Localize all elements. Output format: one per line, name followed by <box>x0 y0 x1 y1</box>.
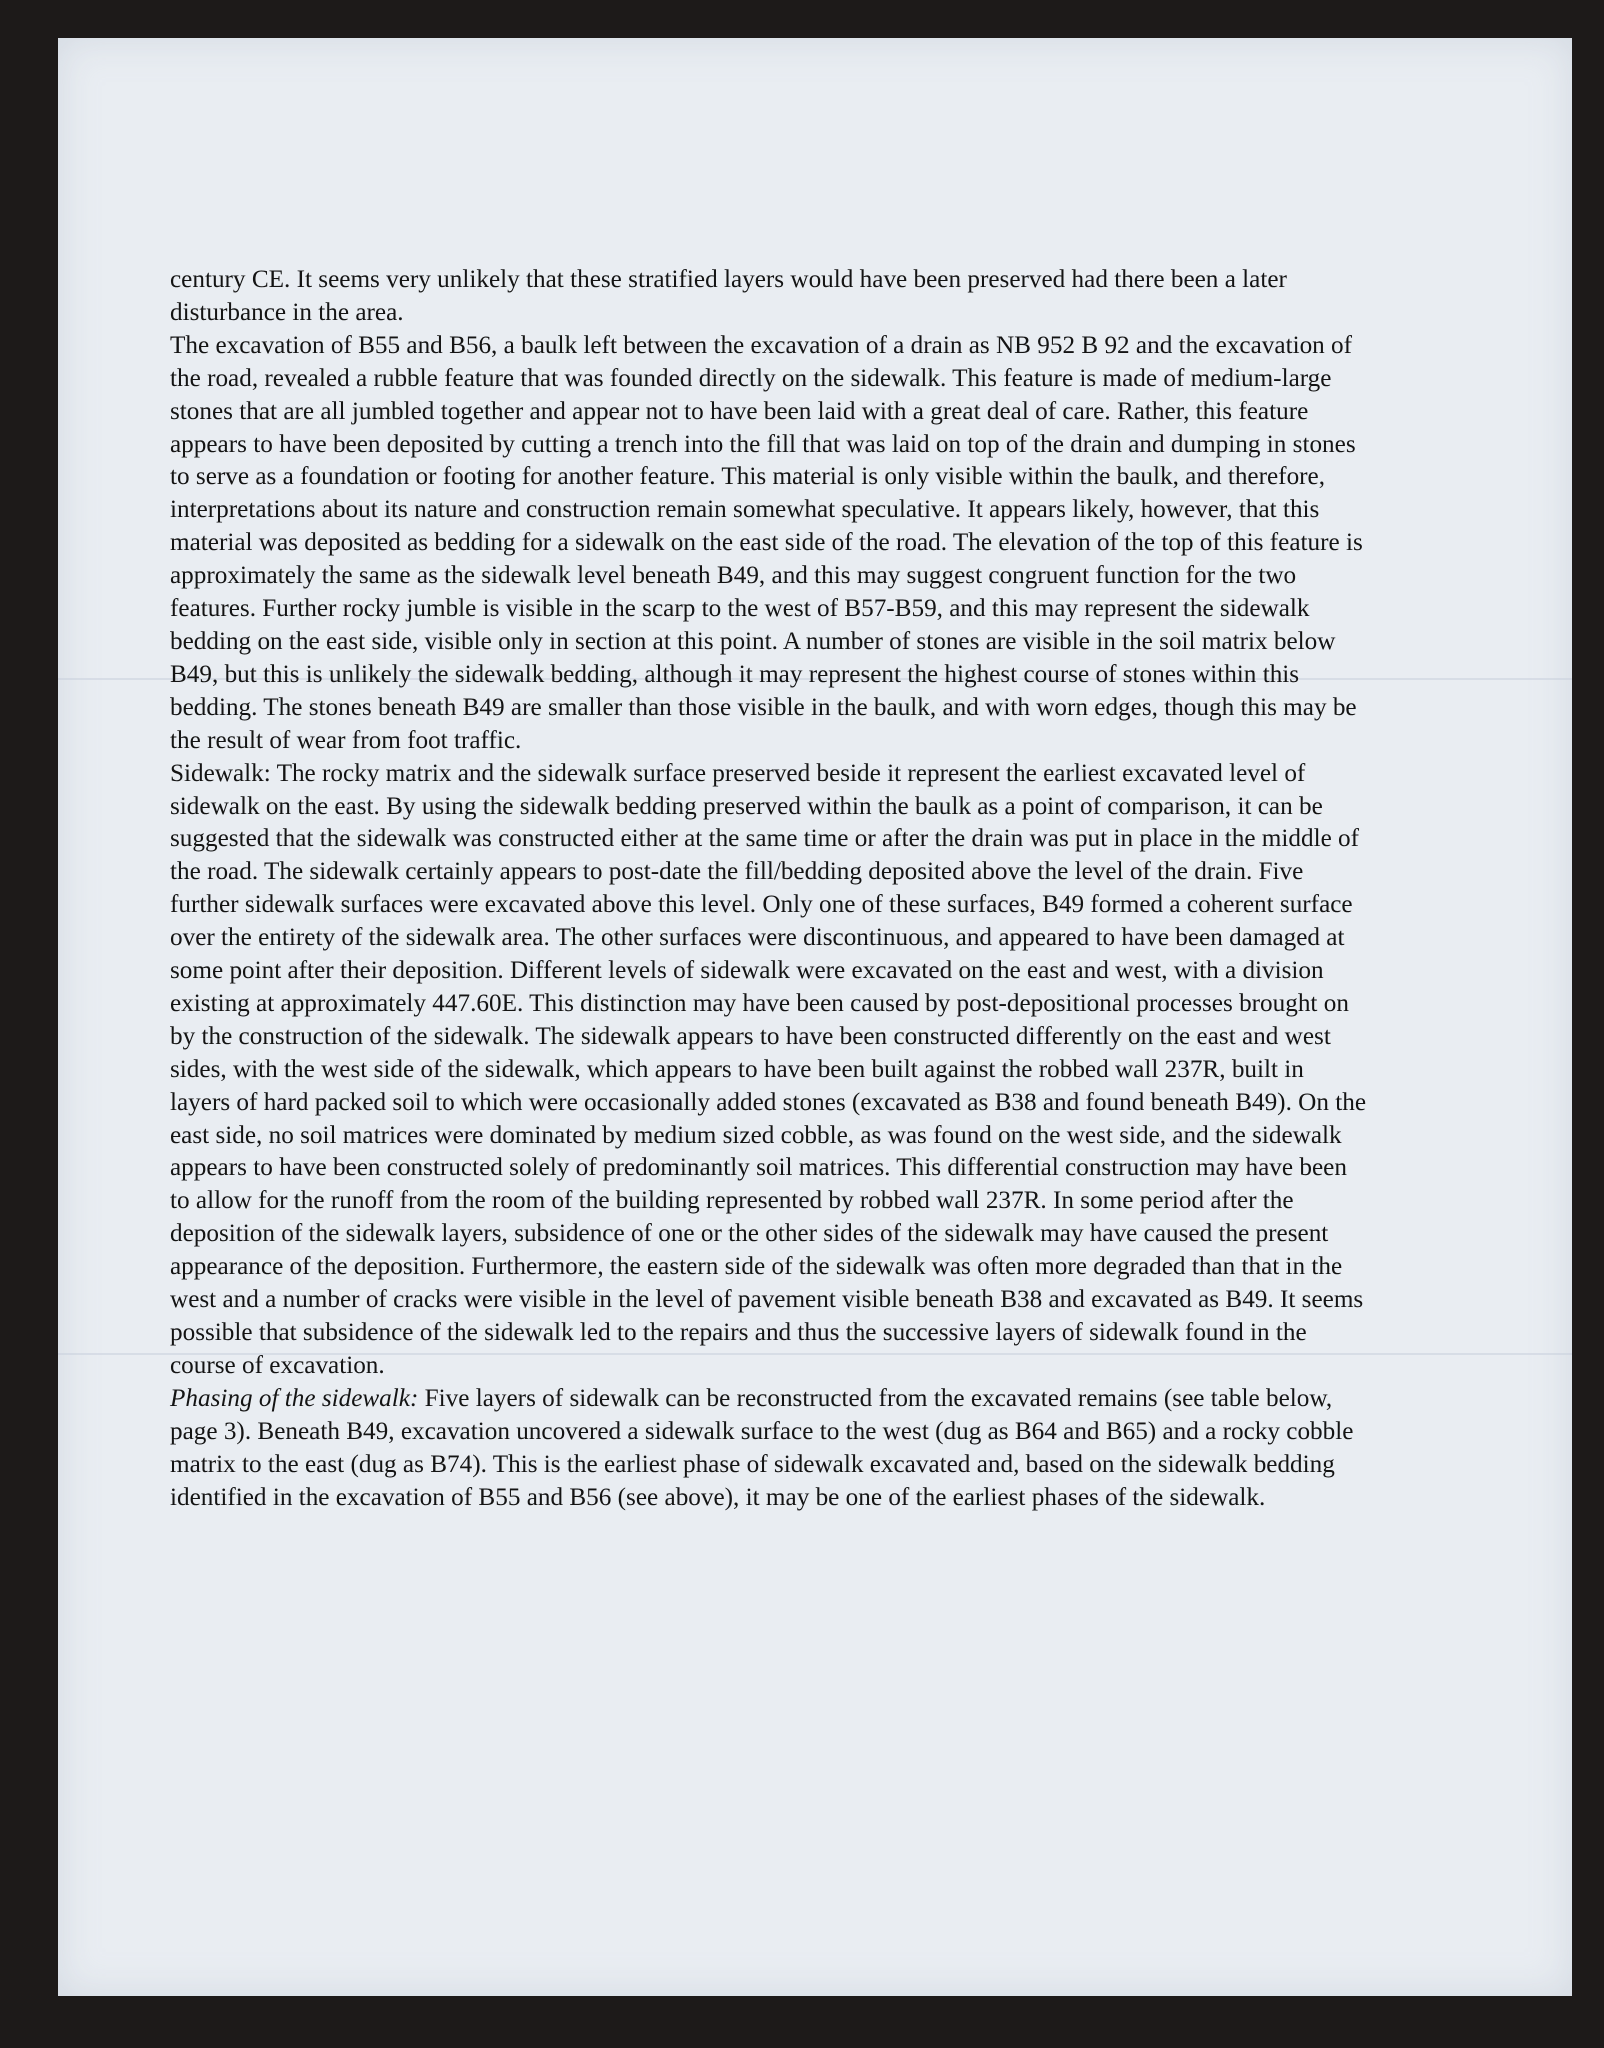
paragraph-3 <box>170 758 1370 1383</box>
paragraph-text: Sidewalk: The rocky matrix and the sidewalk surface preserved beside it represent the earliest excavated level of sidewalk on the east. By using the sidewalk bedding preserved within the baulk as a point of comparison, it can be suggested that the sidewalk was constructed either at the same time or after the drain was put in place in the middle of the road. The sidewalk certainly appears to post-date the fill/bedding deposited above the level of the drain. Five further sidewalk surfaces were excavated above this level. Only one of these surfaces, B49 formed a coherent surface over the entirety of the sidewalk area. The other surfaces were discontinuous, and appeared to have been damaged at some point after their deposition. Different levels of sidewalk were excavated on the east and west, with a division existing at approximately 447.60E. This distinction may have been caused by post-depositional processes brought on by the construction of the sidewalk. The sidewalk appears to have been constructed differently on the east and west sides, with the west side of the sidewalk, which appears to have been built against the robbed wall 237R, built in layers of hard packed soil to which were occasionally added stones (excavated as B38 and found beneath B49). On the east side, no soil matrices were dominated by medium sized cobble, as was found on the west side, and the sidewalk appears to have been constructed solely of predominantly soil matrices. This differential construction may have been to allow for the runoff from the room of the building represented by robbed wall 237R. In some period after the deposition of the sidewalk layers, subsidence of one or the other sides of the sidewalk may have caused the present appearance of the deposition. Furthermore, the eastern side of the sidewalk was often more degraded than that in the west and a number of cracks were visible in the level of pavement visible beneath B38 and excavated as B49. It seems possible that subsidence of the sidewalk led to the repairs and thus the successive layers of sidewalk found in the course of excavation. <box>170 759 1367 1379</box>
paragraph-text: Five layers of sidewalk can be reconstructed from the excavated remains (see table below, page 3). Beneath B49, excavation uncovered a sidewalk surface to the west (dug as B64 and B65) and a rocky cobble matrix to the east (dug as B74). This is the earliest phase of sidewalk excavated and, based on the sidewalk bedding identified in the excavation of B55 and B56 (see above), it may be one of the earliest phases of the sidewalk. <box>170 1384 1354 1511</box>
paragraph-lead: Phasing of the sidewalk: <box>170 1384 419 1412</box>
paragraph-1 <box>170 264 1370 330</box>
paragraph-text: The excavation of B55 and B56, a baulk left between the excavation of a drain as NB 952 B 92 and the excavation of the road, revealed a rubble feature that was founded directly on the sidewalk. This feature is made of medium-large stones that are all jumbled together and appear not to have been laid with a great deal of care. Rather, this feature appears to have been deposited by cutting a trench into the fill that was laid on top of the drain and dumping in stones to serve as a foundation or footing for another feature. This material is only visible within the baulk, and therefore, interpretations about its nature and construction remain somewhat speculative. It appears likely, however, that this material was deposited as bedding for a sidewalk on the east side of the road. The elevation of the top of this feature is approximately the same as the sidewalk level beneath B49, and this may suggest congruent function for the two features. Further rocky jumble is visible in the scarp to the west of B57-B59, and this may represent the sidewalk bedding on the east side, visible only in section at this point. A number of stones are visible in the soil matrix below B49, but this is unlikely the sidewalk bedding, although it may represent the highest course of stones within this bedding. The stones beneath B49 are smaller than those visible in the baulk, and with worn edges, though this may be the result of wear from foot traffic. <box>170 331 1363 754</box>
paragraph-4 <box>170 1383 1370 1515</box>
paragraph-text: century CE. It seems very unlikely that these stratified layers would have been preserved had there been a later disturbance in the area. <box>170 266 1287 326</box>
paragraph-2 <box>170 330 1370 758</box>
document-body <box>170 264 1370 1514</box>
